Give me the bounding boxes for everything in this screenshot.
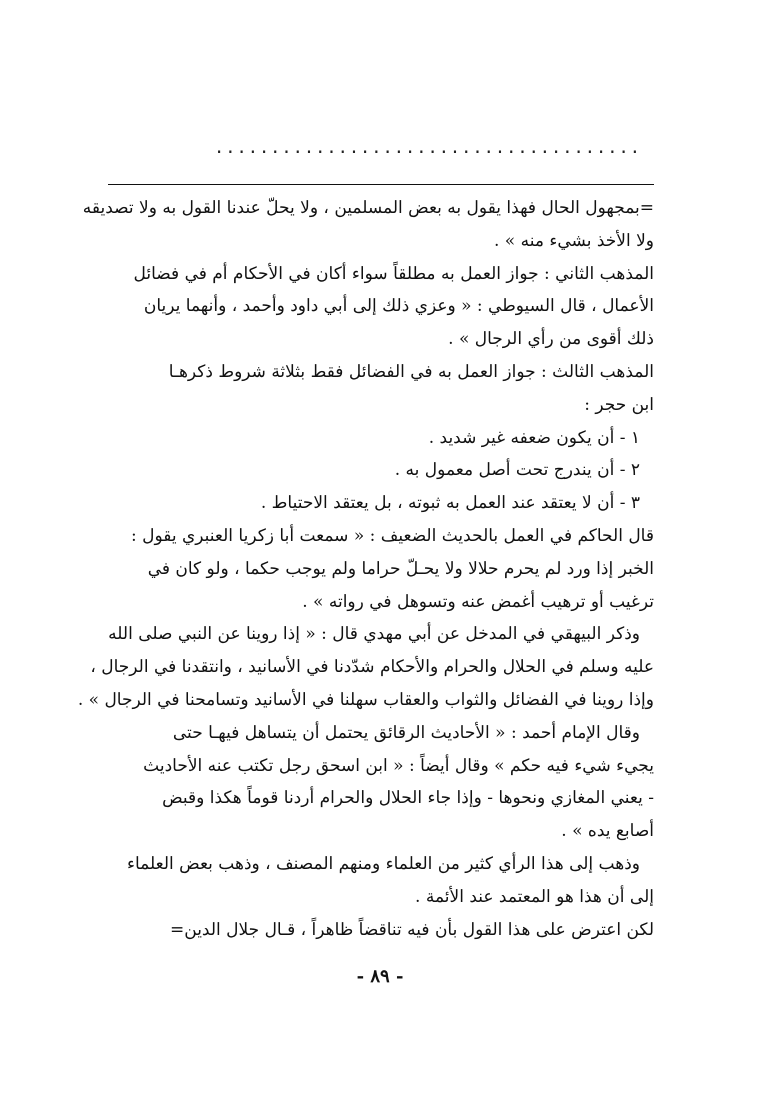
footnote-rule <box>108 184 654 185</box>
text-line: أصابع يده » . <box>561 821 654 842</box>
text-line: يجيء شيء فيه حكم » وقال أيضاً : « ابن اسحق رجل تكتب عنه الأحاديث <box>143 755 654 776</box>
text-line: قال الحاكم في العمل بالحديث الضعيف : « سمعت أبا زكريا العنبري يقول : <box>130 525 654 546</box>
body-text <box>77 192 654 946</box>
text-line: الخبر إذا ورد لم يحرم حلالا ولا يحـلّ حراما ولم يوجب حكما ، ولو كان في <box>147 558 654 579</box>
text-line: وإذا روينا في الفضائل والثواب والعقاب سهلنا في الأسانيد وتسامحنا في الرجال » . <box>77 689 654 710</box>
text-line: ولا الأخذ بشيء منه » . <box>494 230 654 251</box>
text-line: المذهب الثاني : جواز العمل به مطلقاً سواء أكان في الأحكام أم في فضائل <box>133 263 654 284</box>
text-line: المذهب الثالث : جواز العمل به في الفضائل فقط بثلاثة شروط ذكرهـا <box>168 361 654 382</box>
text-line: ابن حجر : <box>584 394 654 415</box>
text-line: ترغيب أو ترهيب أغمض عنه وتسوهل في رواته » . <box>302 591 654 612</box>
text-line: عليه وسلم في الحلال والحرام والأحكام شدّدنا في الأسانيد ، وانتقدنا في الرجال ، <box>90 657 654 678</box>
page-number: - ٨٩ - <box>356 966 404 987</box>
text-line: ١ - أن يكون ضعفه غير شديد . <box>428 427 640 448</box>
text-line: إلى أن هذا هو المعتمد عند الأئمة . <box>415 886 654 907</box>
text-line: - يعني المغازي ونحوها - وإذا جاء الحلال والحرام أردنا قوماً هكذا وقبض <box>162 788 654 809</box>
text-line: الأعمال ، قال السيوطي : « وعزي ذلك إلى أبي داود وأحمد ، وأنهما يريان <box>143 296 654 317</box>
text-line: وذكر البيهقي في المدخل عن أبي مهدي قال : « إذا روينا عن النبي صلى الله <box>108 624 640 645</box>
text-line: وقال الإمام أحمد : « الأحاديث الرقائق يحتمل أن يتساهل فيهـا حتى <box>172 722 640 743</box>
text-line: ٢ - أن يندرج تحت أصل معمول به . <box>394 460 640 481</box>
separator-dots: ...................................... <box>214 138 641 158</box>
text-line: ٣ - أن لا يعتقد عند العمل به ثبوته ، بل يعتقد الاحتياط . <box>260 493 640 514</box>
text-line: ذلك أقوى من رأي الرجال » . <box>448 329 654 350</box>
text-line: لكن اعترض على هذا القول بأن فيه تناقضاً ظاهراً ، قـال جلال الدين= <box>170 919 654 940</box>
text-line: وذهب إلى هذا الرأي كثير من العلماء ومنهم المصنف ، وذهب بعض العلماء <box>126 853 640 874</box>
text-line: =بمجهول الحال فهذا يقول به بعض المسلمين ، ولا يحلّ عندنا القول به ولا تصديقه <box>82 198 654 218</box>
